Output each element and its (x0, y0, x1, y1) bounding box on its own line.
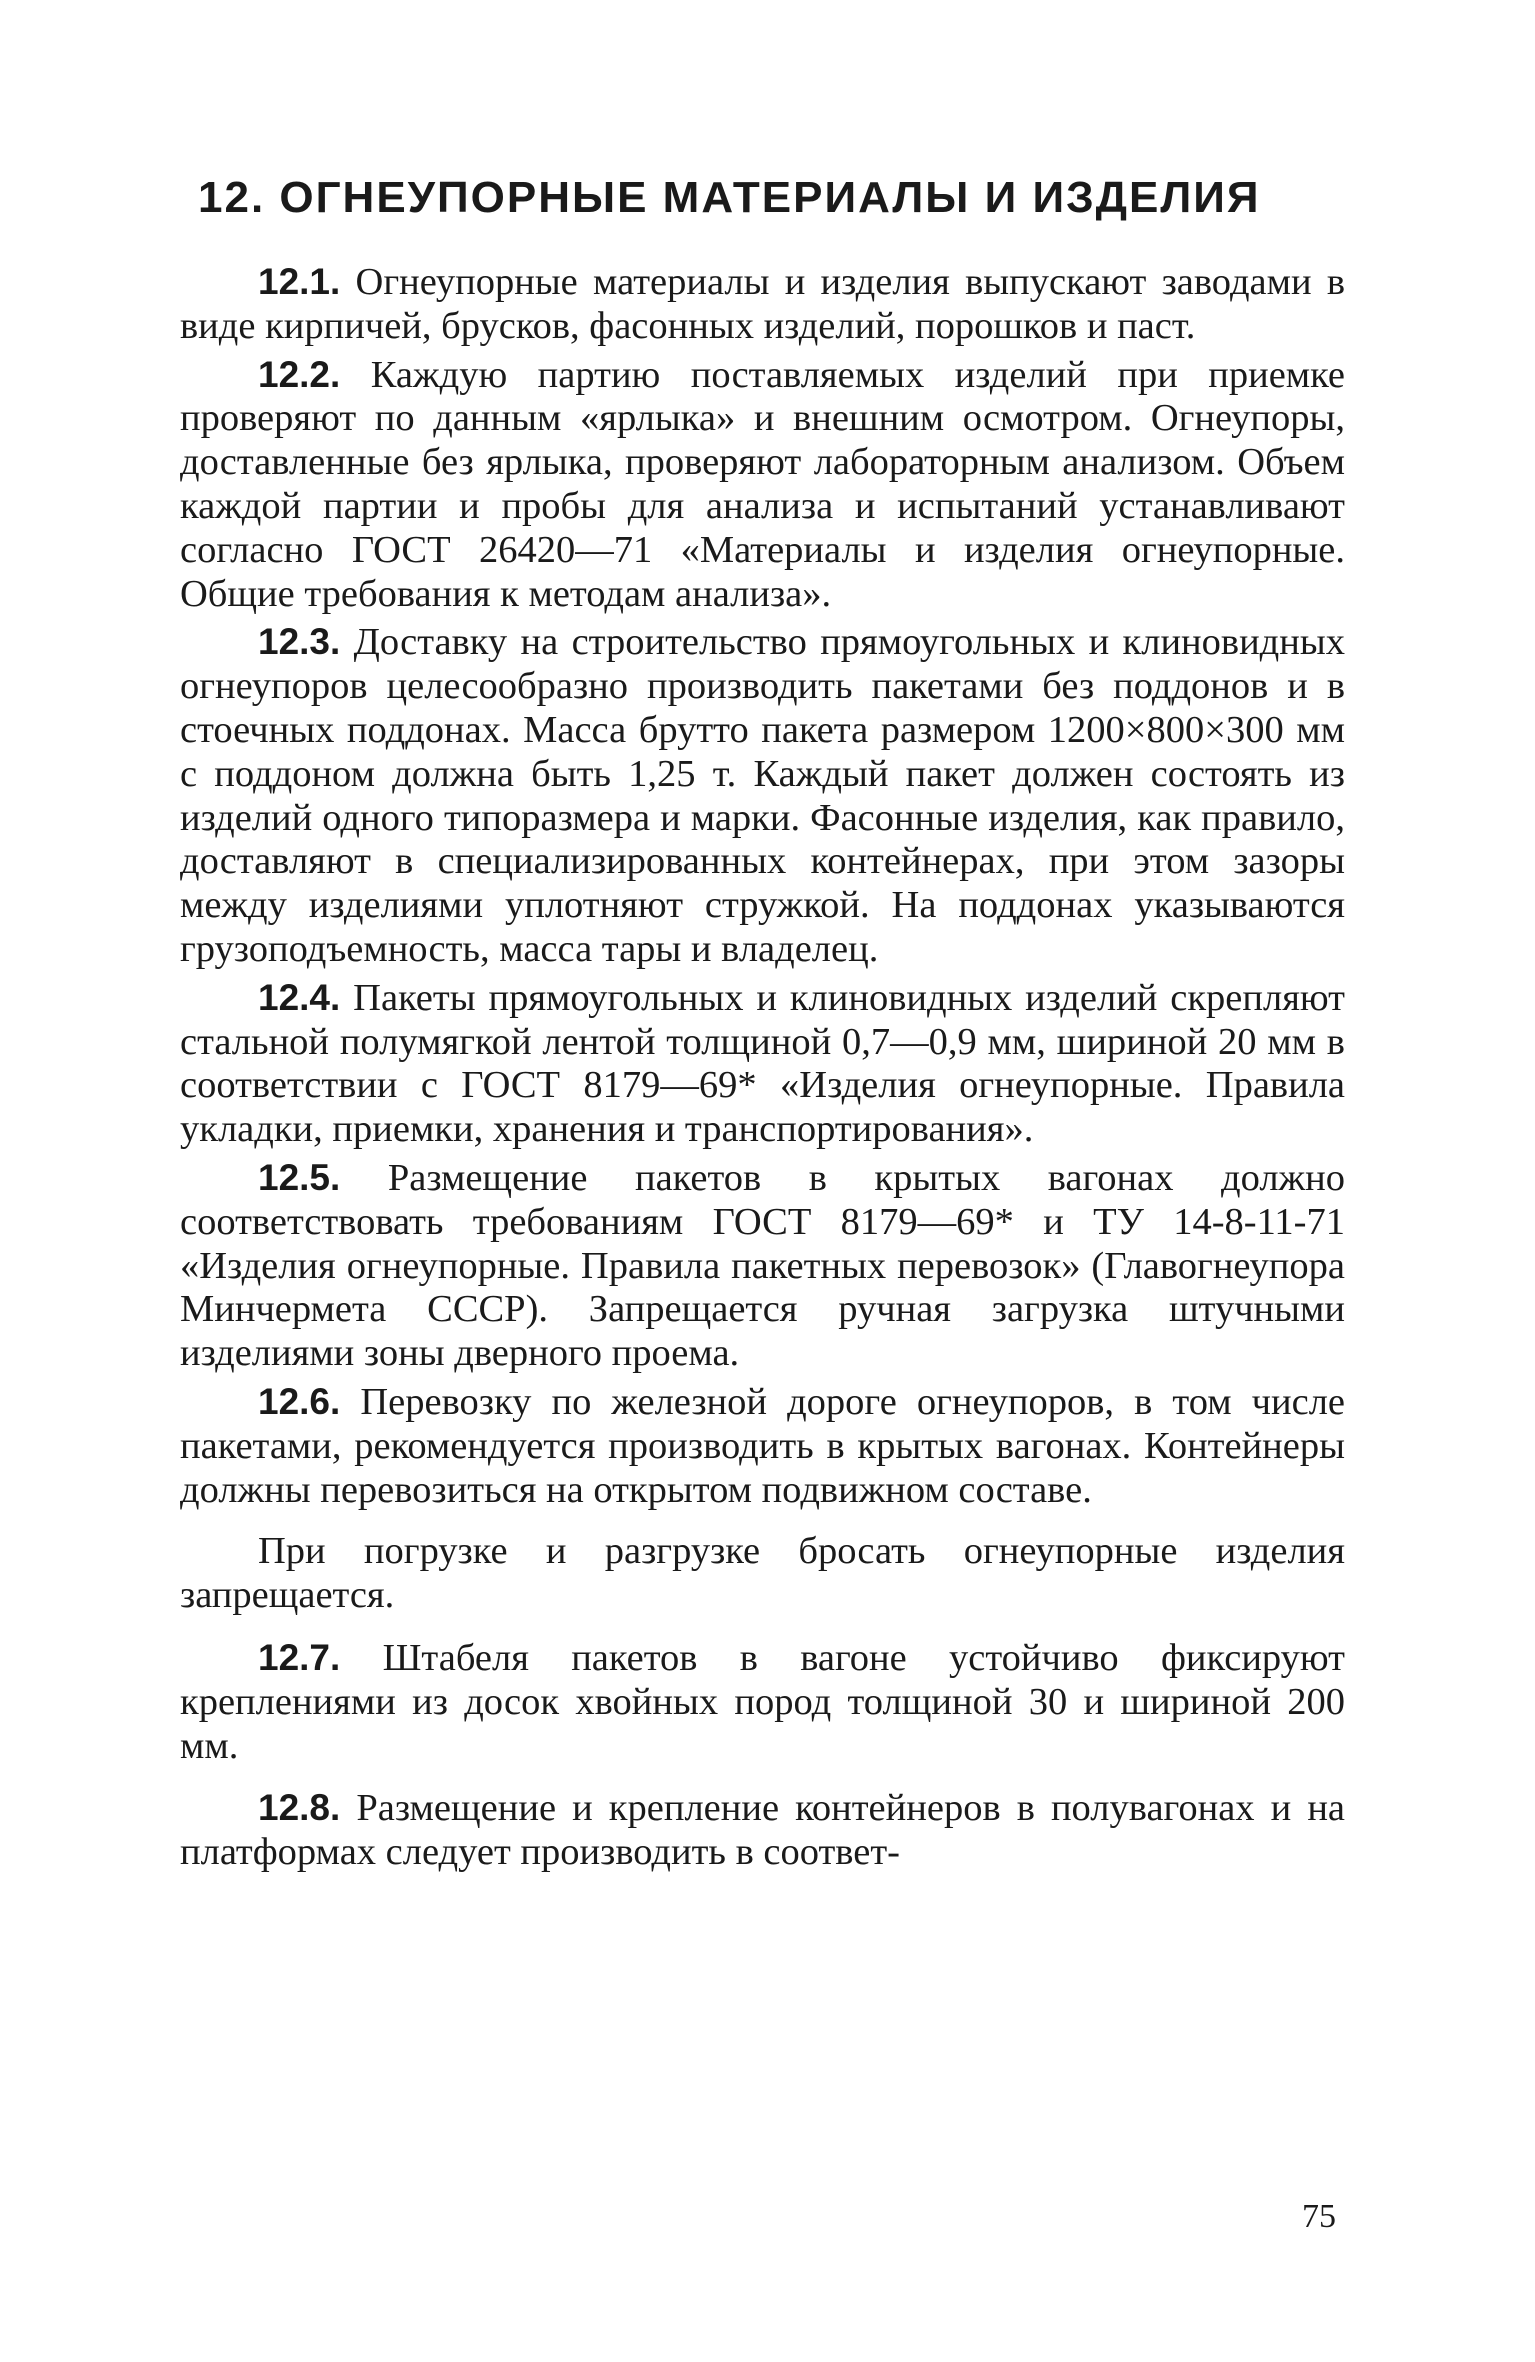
paragraph-text: Размещение и крепление контейнеров в полувагонах и на платформах следует производить в соответ- (180, 1787, 1346, 1874)
paragraph-12-2 (180, 353, 1345, 617)
paragraph-text: Перевозку по железной дороге огнеупоров, в том числе пакетами, рекомендуется производить в крытых вагонах. Контейнеры должны перевозиться на открытом подвижном составе. (180, 1380, 1345, 1511)
paragraph-12-8 (180, 1786, 1345, 1875)
spacer (180, 1622, 1345, 1636)
paragraph-12-4 (180, 976, 1345, 1152)
section-heading: 12. ОГНЕУПОРНЫЕ МАТЕРИАЛЫ И ИЗДЕЛИЯ (198, 173, 1261, 222)
clause-number: 12.6. (258, 1380, 341, 1422)
paragraph-text: Доставку на строительство прямоугольных и клиновидных огнеупоров целесообразно производить пакетами без поддонов и в стоечных поддонах. Масса брутто пакета размером 1200×800×300 мм с поддоном должна быть 1,25 т. Каждый пакет должен состоять из изделий одного типоразмера и марки. Фасонные изделия, как правило, доставляют в специализированных контейнерах, при этом зазоры между изделиями уплотняют стружкой. На поддонах указываются грузоподъемность, масса тары и владелец. (180, 621, 1345, 970)
paragraph-12-7 (180, 1636, 1345, 1768)
spacer (180, 1772, 1345, 1786)
clause-number: 12.8. (258, 1787, 341, 1829)
clause-number: 12.7. (258, 1636, 341, 1678)
paragraph-12-3 (180, 620, 1345, 971)
paragraph-text: Штабеля пакетов в вагоне устойчиво фиксируют креплениями из досок хвойных пород толщиной 30 и шириной 200 мм. (180, 1636, 1346, 1767)
paragraph-text: При погрузке и разгрузке бросать огнеупорные изделия запрещается. (180, 1530, 1345, 1617)
paragraph-12-5 (180, 1156, 1345, 1376)
page-body (180, 170, 1345, 1879)
paragraph-text: Огнеупорные материалы и изделия выпускают заводами в виде кирпичей, брусков, фасонных изделий, порошков и паст. (180, 261, 1346, 347)
paragraph-text: Размещение пакетов в крытых вагонах должно соответствовать требованиям ГОСТ 8179—69* и ТУ 14-8-11-71 «Изделия огнеупорные. Правила пакетных перевозок» (Главогнеупора Минчермета СССР). Запрещается ручная загрузка штучными изделиями зоны дверного проема. (180, 1156, 1346, 1375)
clause-number: 12.1. (258, 261, 341, 302)
spacer (180, 1516, 1345, 1530)
clause-number: 12.2. (258, 353, 341, 395)
paragraph-text: Каждую партию поставляемых изделий при приемке проверяют по данным «ярлыка» и внешним осмотром. Огнеупоры, доставленные без ярлыка, проверяют лабораторным анализом. Объем каждой партии и пробы для анализа и испытаний устанавливают согласно ГОСТ 26420—71 «Материалы и изделия огнеупорные. Общие требования к методам анализа». (180, 353, 1345, 615)
paragraph-12-1 (180, 260, 1345, 349)
clause-number: 12.3. (258, 621, 341, 663)
paragraph-text: Пакеты прямоугольных и клиновидных изделий скрепляют стальной полумягкой лентой толщиной 0,7—0,9 мм, шириной 20 мм в соответствии с ГОСТ 8179—69* «Изделия огнеупорные. Правила укладки, приемки, хранения и транспортирования». (180, 976, 1345, 1151)
paragraph-unloading-note (180, 1530, 1345, 1618)
clause-number: 12.5. (258, 1156, 341, 1198)
clause-number: 12.4. (258, 976, 341, 1018)
page-number: 75 (1302, 2198, 1336, 2235)
paragraph-12-6 (180, 1380, 1345, 1512)
